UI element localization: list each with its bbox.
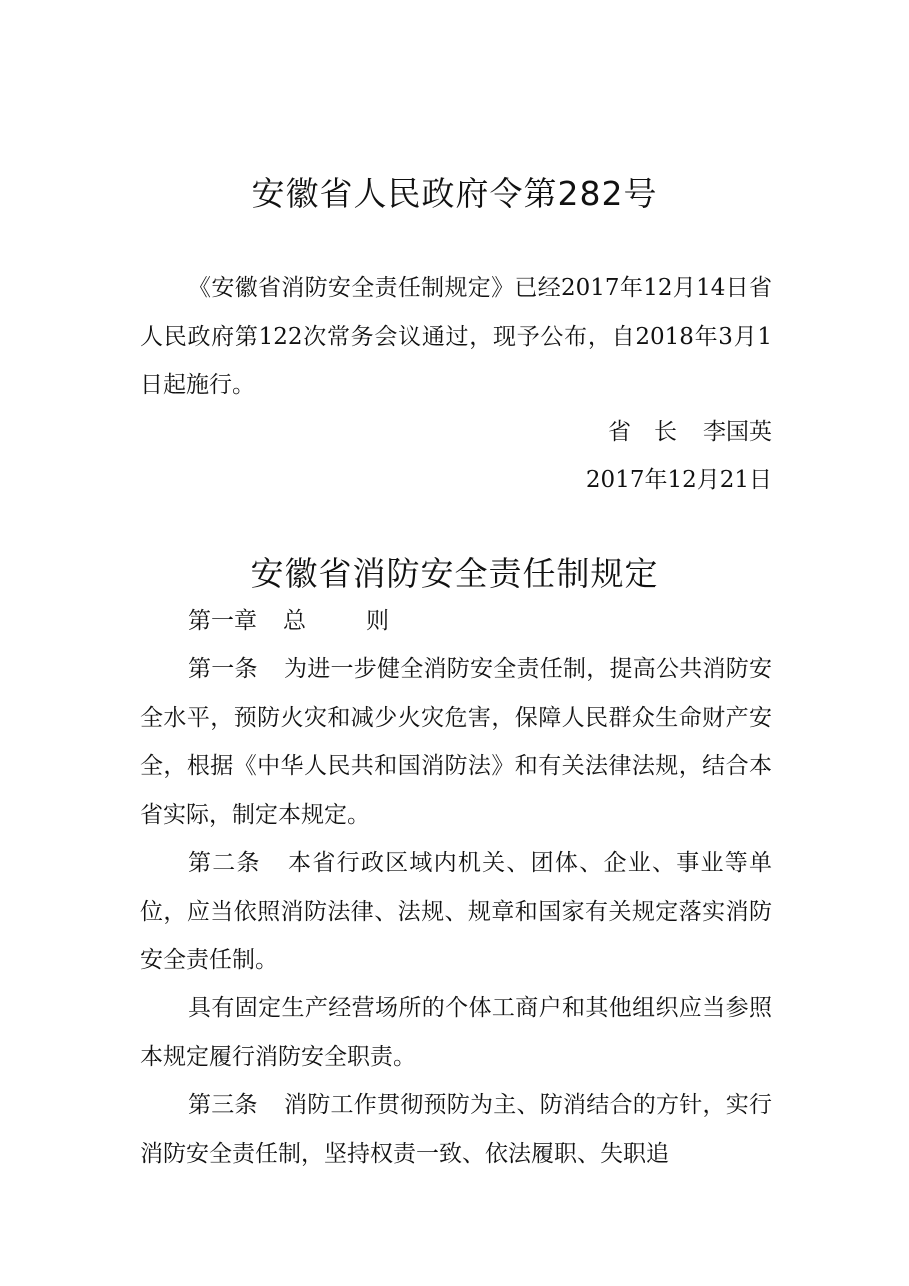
article-number: 第三条: [188, 1092, 258, 1118]
article-1: [140, 645, 772, 839]
order-text: 《安徽省消防安全责任制规定》已经2017年12月14日省人民政府第122次常务会议通过，现予公布，自2018年3月1日起施行。: [140, 275, 772, 399]
article-number: 第二条: [188, 850, 261, 876]
regulation-title: 安徽省消防安全责任制规定: [250, 554, 659, 593]
chapter-name-part1: 总: [283, 608, 306, 634]
article-text: 本省行政区域内机关、团体、企业、事业等单位，应当依照消防法律、法规、规章和国家有关规定落实消防安全责任制。: [140, 850, 773, 974]
chapter-number: 第一章: [188, 608, 257, 634]
article-text: 消防工作贯彻预防为主、防消结合的方针，实行消防安全责任制，坚持权责一致、依法履职、失职追: [140, 1092, 772, 1167]
article-text: 为进一步健全消防安全责任制，提高公共消防安全水平，预防火灾和减少火灾危害，保障人民群众生命财产安全，根据《中华人民共和国消防法》和有关法律法规，结合本省实际，制定本规定。: [140, 656, 772, 828]
signer-title: 省 长: [608, 419, 677, 445]
article-2-paragraph-2: 具有固定生产经营场所的个体工商户和其他组织应当参照本规定履行消防安全职责。: [140, 995, 772, 1070]
order-title: 安徽省人民政府令第282号: [251, 174, 658, 213]
article-2: [140, 839, 772, 985]
signer-name: 李国英: [703, 419, 772, 445]
chapter-name-part2: 则: [366, 608, 389, 634]
chapter-heading: [140, 597, 772, 646]
order-date: 2017年12月21日: [585, 467, 772, 493]
article-3: [140, 1081, 772, 1178]
signer-line: [140, 408, 772, 457]
article-number: 第一条: [188, 656, 258, 682]
